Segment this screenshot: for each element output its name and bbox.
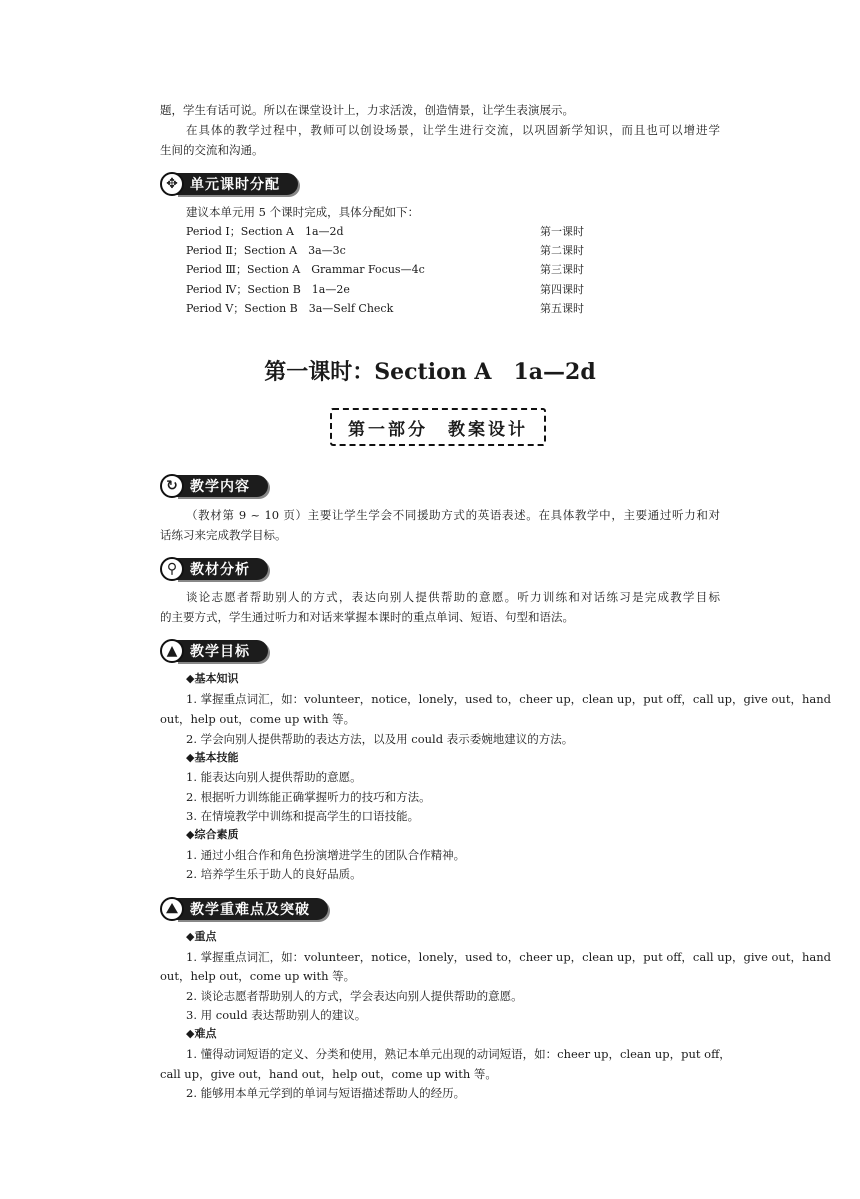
section-header-schedule (160, 170, 298, 198)
goal-line: 2. 根据听力训练能正确掌握听力的技巧和方法。 (186, 790, 431, 804)
refresh-icon: ↻ (160, 474, 184, 498)
magnifier-icon: ⚲ (160, 557, 184, 581)
lesson-title: 第一课时：Section A 1a—2d (264, 359, 596, 385)
period-row (186, 299, 606, 319)
part-title-box: 第一部分 教案设计 (330, 408, 546, 446)
period-row (186, 280, 606, 300)
intro-paragraph-line: 在具体的教学过程中，教师可以创设场景，让学生进行交流，以巩固新学知识，而且也可以增进学 (186, 123, 720, 137)
period-row (186, 222, 606, 242)
subsection-title: ◆综合素质 (186, 828, 239, 841)
intro-paragraph-line: 生间的交流和沟通。 (160, 143, 264, 157)
period-time: 第五课时 (540, 302, 584, 315)
goal-line: 3. 在情境教学中训练和提高学生的口语技能。 (186, 809, 420, 823)
focus-line: 2. 谈论志愿者帮助别人的方式，学会表达向别人提供帮助的意愿。 (186, 989, 523, 1003)
period-time: 第二课时 (540, 244, 584, 257)
period-time: 第一课时 (540, 225, 584, 238)
goal-line: 2. 培养学生乐于助人的良好品质。 (186, 867, 362, 881)
section-header-label: 教学目标 (176, 640, 268, 662)
goal-line: 2. 学会向别人提供帮助的表达方法，以及用 could 表示委婉地建议的方法。 (186, 732, 574, 746)
compass-icon: ✥ (160, 172, 184, 196)
subsection-title: ◆重点 (186, 930, 217, 943)
goal-line: 1. 能表达向别人提供帮助的意愿。 (186, 770, 362, 784)
goal-line: 1. 通过小组合作和角色扮演增进学生的团队合作精神。 (186, 848, 466, 862)
goal-line: 1. 掌握重点词汇，如：volunteer，notice，lonely，used to，cheer up，clean up，put off，call up，give out，hand (186, 692, 831, 706)
section-header-label: 单元课时分配 (176, 173, 298, 195)
schedule-lead: 建议本单元用 5 个课时完成，具体分配如下： (186, 205, 420, 219)
intro-paragraph-tail: 题，学生有话可说。所以在课堂设计上，力求活泼，创造情景，让学生表演展示。 (160, 103, 574, 117)
focus-line: 2. 能够用本单元学到的单词与短语描述帮助人的经历。 (186, 1086, 466, 1100)
focus-line: out，help out，come up with 等。 (160, 969, 356, 983)
section-header-analysis (160, 555, 268, 583)
period-row (186, 241, 606, 261)
goal-line: out，help out，come up with 等。 (160, 712, 356, 726)
section-header-goals (160, 637, 268, 665)
content-line: 话练习来完成教学目标。 (160, 528, 287, 542)
focus-line: 3. 用 could 表达帮助别人的建议。 (186, 1008, 367, 1022)
period-label: Period Ⅴ；Section B 3a—Self Check (186, 302, 394, 315)
focus-line: call up，give out，hand out，help out，come up with 等。 (160, 1067, 497, 1081)
section-header-focus (160, 895, 328, 923)
subsection-title: ◆基本技能 (186, 751, 239, 764)
subsection-title: ◆基本知识 (186, 672, 239, 685)
focus-line: 1. 懂得动词短语的定义、分类和使用，熟记本单元出现的动词短语，如：cheer up，clean up，put off， (186, 1047, 731, 1061)
period-row (186, 260, 606, 280)
period-time: 第三课时 (540, 263, 584, 276)
analysis-line: 的主要方式，学生通过听力和对话来掌握本课时的重点单词、短语、句型和语法。 (160, 610, 574, 624)
subsection-title: ◆难点 (186, 1027, 217, 1040)
section-header-label: 教材分析 (176, 558, 268, 580)
section-header-label: 教学重难点及突破 (176, 898, 328, 920)
content-line: （教材第 9 ~ 10 页）主要让学生学会不同援助方式的英语表述。在具体教学中，主要通过听力和对 (186, 508, 720, 522)
period-label: Period Ⅱ；Section A 3a—3c (186, 244, 346, 257)
analysis-line: 谈论志愿者帮助别人的方式，表达向别人提供帮助的意愿。听力训练和对话练习是完成教学目标 (186, 590, 720, 604)
period-label: Period Ⅳ；Section B 1a—2e (186, 283, 350, 296)
section-header-content (160, 472, 268, 500)
mountain-icon: ⛰ (160, 897, 184, 921)
period-label: Period Ⅲ；Section A Grammar Focus—4c (186, 263, 425, 276)
focus-line: 1. 掌握重点词汇，如：volunteer，notice，lonely，used to，cheer up，clean up，put off，call up，give out，hand (186, 950, 831, 964)
section-header-label: 教学内容 (176, 475, 268, 497)
graduation-cap-icon: ▲ (160, 639, 184, 663)
period-label: Period Ⅰ；Section A 1a—2d (186, 225, 344, 238)
period-time: 第四课时 (540, 283, 584, 296)
